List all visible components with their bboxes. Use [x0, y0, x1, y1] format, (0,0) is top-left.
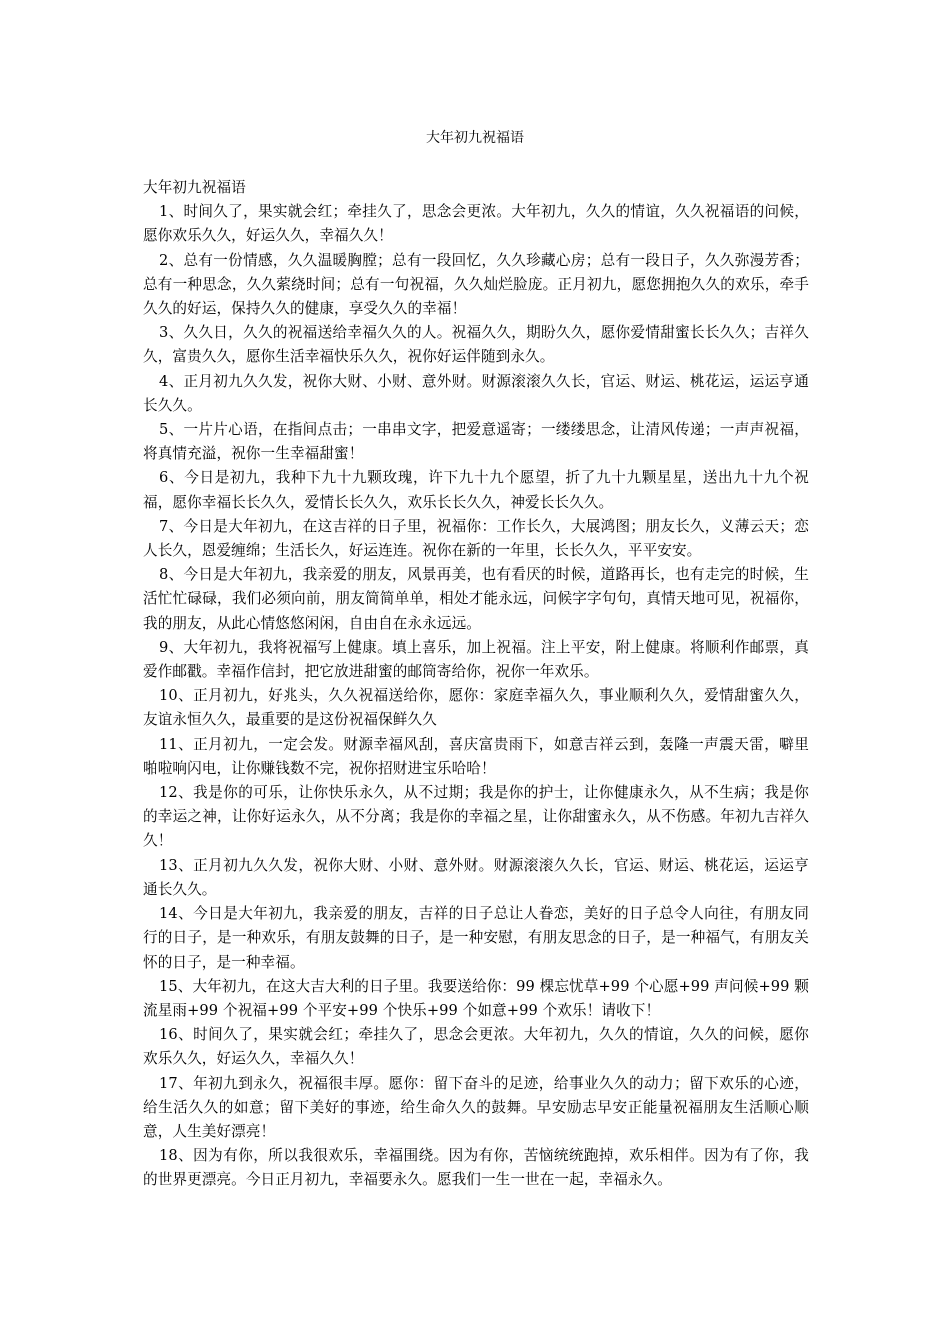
document-subheading: 大年初九祝福语	[143, 179, 246, 196]
blessing-item-18: 18、因为有你，所以我很欢乐，幸福围绕。因为有你，苦恼统统跑掉，欢乐相伴。因为有了你，我的世界更漂亮。今日正月初九，幸福要永久。愿我们一生一世在一起，幸福永久。	[143, 1147, 809, 1189]
blessing-item-2: 2、总有一份情感，久久温暖胸膛；总有一段回忆，久久珍藏心房；总有一段日子，久久弥漫芳香；总有一种思念，久久萦绕时间；总有一句祝福，久久灿烂脸庞。正月初九，愿您拥抱久久的欢乐，牵手久久的好运，保持久久的健康，享受久久的幸福！	[143, 251, 809, 318]
document-title: 大年初九祝福语	[426, 130, 524, 146]
blessing-item-5: 5、一片片心语，在指间点击；一串串文字，把爱意遥寄；一缕缕思念，让清风传递；一声声祝福，将真情充溢，祝你一生幸福甜蜜！	[143, 421, 809, 463]
blessing-item-1: 1、时间久了，果实就会红；牵挂久了，思念会更浓。大年初九，久久的情谊，久久祝福语的问候，愿你欢乐久久，好运久久，幸福久久！	[143, 203, 809, 245]
blessing-item-9: 9、大年初九，我将祝福写上健康。填上喜乐，加上祝福。注上平安，附上健康。将顺利作邮票，真爱作邮戳。幸福作信封，把它放进甜蜜的邮筒寄给你，祝你一年欢乐。	[143, 638, 809, 681]
blessing-item-15: 15、大年初九，在这大吉大利的日子里。我要送给你：99 棵忘忧草+99 个心愿+99 声问候+99 颗流星雨+99 个祝福+99 个平安+99 个快乐+99 个如意+99 个欢乐！请收下！	[143, 977, 809, 1019]
blessing-item-11: 11、正月初九，一定会发。财源幸福风刮，喜庆富贵雨下，如意吉祥云到，轰隆一声震天雷，噼里啪啦响闪电，让你赚钱数不完，祝你招财进宝乐哈哈！	[143, 735, 809, 777]
blessing-item-8: 8、今日是大年初九，我亲爱的朋友，风景再美，也有看厌的时候，道路再长，也有走完的时候，生活忙忙碌碌，我们必须向前，朋友简简单单，相处才能永远，问候字字句句，真情天地可见，祝福你，我的朋友，从此心情悠悠闲闲，自由自在永永远远。	[143, 566, 809, 632]
blessing-item-12: 12、我是你的可乐，让你快乐永久，从不过期；我是你的护士，让你健康永久，从不生病；我是你的幸运之神，让你好运永久，从不分离；我是你的幸福之星，让你甜蜜永久，从不伤感。年初九吉祥久久！	[143, 784, 809, 850]
blessing-item-4: 4、正月初九久久发，祝你大财、小财、意外财。财源滚滚久久长，官运、财运、桃花运，运运亨通长久久。	[143, 372, 809, 414]
blessing-item-14: 14、今日是大年初九，我亲爱的朋友，吉祥的日子总让人眷恋，美好的日子总令人向往，有朋友同行的日子，是一种欢乐，有朋友鼓舞的日子，是一种安慰，有朋友思念的日子，是一种福气，有朋友关怀的日子，是一种幸福。	[143, 905, 809, 971]
blessing-item-16: 16、时间久了，果实就会红；牵挂久了，思念会更浓。大年初九，久久的情谊，久久的问候，愿你欢乐久久，好运久久，幸福久久！	[143, 1026, 809, 1068]
blessing-item-7: 7、今日是大年初九，在这吉祥的日子里，祝福你：工作长久，大展鸿图；朋友长久，义薄云天；恋人长久，恩爱缠绵；生活长久，好运连连。祝你在新的一年里，长长久久，平平安安。	[143, 517, 809, 560]
blessing-item-6: 6、今日是初九，我种下九十九颗玫瑰，许下九十九个愿望，折了九十九颗星星，送出九十九个祝福，愿你幸福长长久久，爱情长长久久，欢乐长长久久，神爱长长久久。	[143, 469, 809, 511]
blessing-item-17: 17、年初九到永久，祝福很丰厚。愿你：留下奋斗的足迹，给事业久久的动力；留下欢乐的心迹，给生活久久的如意；留下美好的事迹，给生命久久的鼓舞。早安励志早安正能量祝福朋友生活顺心顺意，人生美好漂亮！	[143, 1074, 809, 1140]
document-body	[143, 176, 809, 1193]
blessing-item-3: 3、久久日，久久的祝福送给幸福久久的人。祝福久久，期盼久久，愿你爱情甜蜜长长久久；吉祥久久，富贵久久，愿你生活幸福快乐久久，祝你好运伴随到永久。	[143, 324, 809, 366]
blessing-item-13: 13、正月初九久久发，祝你大财、小财、意外财。财源滚滚久久长，官运、财运、桃花运，运运亨通长久久。	[143, 856, 809, 898]
blessing-item-10: 10、正月初九，好兆头，久久祝福送给你，愿你：家庭幸福久久，事业顺利久久，爱情甜蜜久久，友谊永恒久久，最重要的是这份祝福保鲜久久	[143, 687, 809, 729]
